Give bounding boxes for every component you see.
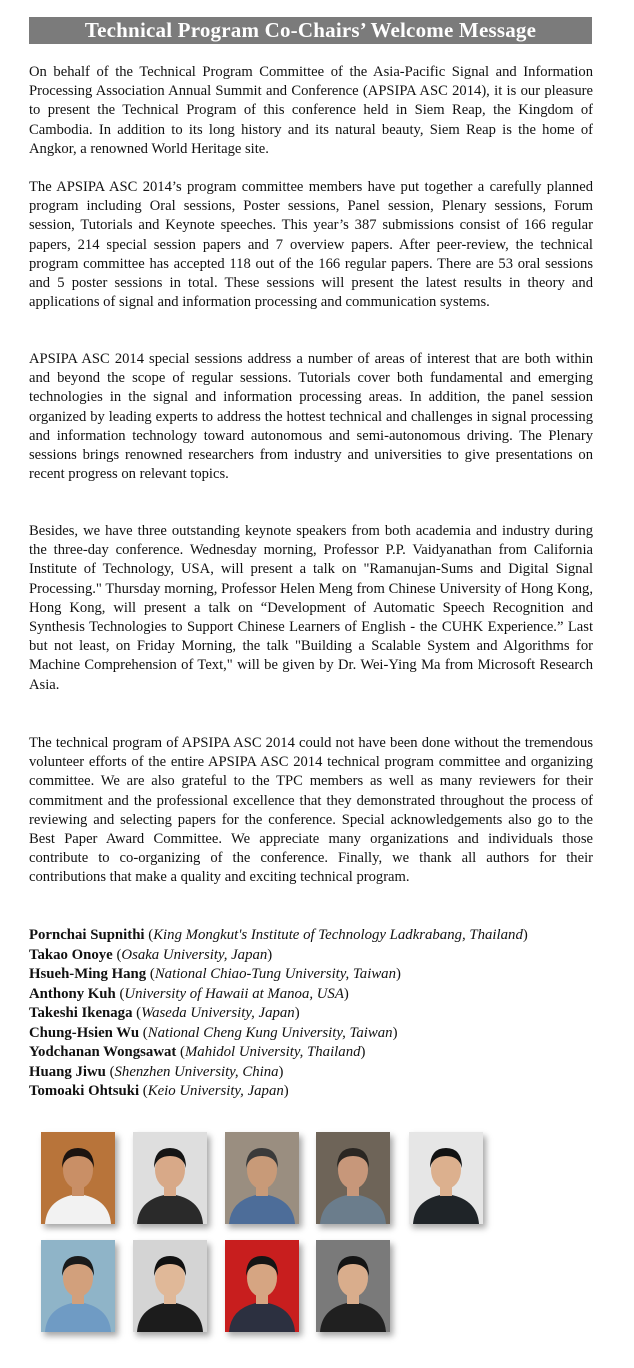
portrait-photo: [41, 1240, 115, 1332]
paragraph-acknowledgements: The technical program of APSIPA ASC 2014 could not have been done without the tremendous volunteer efforts of the entire APSIPA ASC 2014 technical program committee and organizing committee. We are also grateful to the TPC members as well as many reviewers for their commitment and the professional excellence that they demonstrated throughout the process of reviewing and selecting papers for the conference. Special acknowledgements also go to the Best Paper Award Committee. We appreciate many organizations and individuals those contribute to co-organizing of the conference. Finally, we thank all authors for their contributions that make a quality and exciting technical program.: [29, 735, 593, 886]
paragraph-special-sessions: APSIPA ASC 2014 special sessions address a number of areas of interest that are both within and beyond the scope of regular sessions. Tutorials cover both fundamental and emerging technologies in the signal and information processing areas. In addition, the panel session organized by leading experts to address the hottest technical and challenges in signal processing and information technology toward autonomous and semi-autonomous driving. The Plenary sessions brings renowned researchers from industry and universities to give presentations on recent progress on relevant topics.: [29, 351, 593, 483]
co-chairs-list: [29, 926, 609, 1102]
chair-affiliation: King Mongkut's Institute of Technology Ladkrabang, Thailand: [153, 927, 523, 943]
chair-affiliation: Keio University, Japan: [147, 1083, 284, 1099]
page-title: Technical Program Co-Chairs’ Welcome Message: [29, 17, 592, 44]
chair-affiliation: Shenzhen University, China: [114, 1063, 279, 1080]
chair-name: Yodchanan Wongsawat: [29, 1044, 177, 1060]
chair-name: Takeshi Ikenaga: [29, 1005, 133, 1021]
chair-name: Anthony Kuh: [29, 985, 116, 1002]
chair-entry: Chung-Hsien Wu (National Cheng Kung University, Taiwan): [29, 1024, 398, 1041]
chair-affiliation: Osaka University, Japan: [121, 946, 268, 963]
chair-entry: Anthony Kuh (University of Hawaii at Manoa, USA): [29, 985, 349, 1002]
chair-name: Hsueh-Ming Hang: [29, 966, 147, 982]
chair-entry: Huang Jiwu (Shenzhen University, China): [29, 1063, 284, 1080]
chair-name: Chung-Hsien Wu: [29, 1024, 140, 1041]
portrait-photo: [316, 1240, 390, 1332]
chair-affiliation: National Chiao-Tung University, Taiwan: [154, 966, 396, 982]
paragraph-intro: On behalf of the Technical Program Committee of the Asia-Pacific Signal and Information Processing Association Annual Summit and Conference (APSIPA ASC 2014), it is our pleasure to present the Technical Program of this conference held in Siem Reap, the Kingdom of Cambodia. In addition to its long history and its natural beauty, Siem Reap is the home of Angkor, a renowned World Heritage site.: [29, 64, 593, 157]
chair-entry: Pornchai Supnithi (King Mongkut's Institute of Technology Ladkrabang, Thailand): [29, 927, 528, 943]
paragraph-program: The APSIPA ASC 2014’s program committee members have put together a carefully planned program including Oral sessions, Poster sessions, Panel session, Plenary sessions, Forum session, Tutorials and Keynote speeches. This year’s 387 submissions consist of 166 regular papers, 214 special session papers and 7 overview papers. After peer-review, the technical program committee has accepted 118 out of the 166 regular papers. There are 53 oral sessions and 5 poster sessions in total. These sessions will present the latest results in theory and applications of signal and information processing and communication systems.: [29, 179, 593, 311]
chair-entry: Tomoaki Ohtsuki (Keio University, Japan): [29, 1083, 289, 1099]
chair-entry: Takao Onoye (Osaka University, Japan): [29, 946, 273, 963]
portrait-photo: [225, 1240, 299, 1332]
portrait-photo: [41, 1132, 115, 1224]
chair-name: Takao Onoye: [29, 946, 113, 963]
portrait-photo: [409, 1132, 483, 1224]
portrait-photo: [225, 1132, 299, 1224]
portrait-photo: [316, 1132, 390, 1224]
chair-entry: Takeshi Ikenaga (Waseda University, Japan): [29, 1005, 300, 1021]
chair-affiliation: National Cheng Kung University, Taiwan: [147, 1024, 393, 1041]
chair-name: Tomoaki Ohtsuki: [29, 1083, 140, 1099]
portrait-photo: [133, 1240, 207, 1332]
chair-name: Huang Jiwu: [29, 1063, 106, 1080]
chair-affiliation: University of Hawaii at Manoa, USA: [124, 985, 344, 1002]
chair-entry: Yodchanan Wongsawat (Mahidol University, Thailand): [29, 1044, 366, 1060]
chair-affiliation: Waseda University, Japan: [141, 1005, 295, 1021]
paragraph-keynotes: Besides, we have three outstanding keynote speakers from both academia and industry during the three-day conference. Wednesday morning, Professor P.P. Vaidyanathan from California Institute of Technology, USA, will present a talk on "Ramanujan-Sums and Digital Signal Processing." Thursday morning, Professor Helen Meng from Chinese University of Hong Kong, Hong Kong, will present a talk on “Development of Automatic Speech Recognition and Synthesis Technologies to Support Chinese Learners of English - the CUHK Experience.” Last but not least, on Friday Morning, the talk "Building a Scalable System and Algorithms for Machine Comprehension of Text," will be given by Dr. Wei-Ying Ma from Microsoft Research Asia.: [29, 523, 593, 693]
chair-entry: Hsueh-Ming Hang (National Chiao-Tung University, Taiwan): [29, 966, 401, 982]
chair-name: Pornchai Supnithi: [29, 927, 145, 943]
chair-affiliation: Mahidol University, Thailand: [184, 1044, 361, 1060]
portrait-photo: [133, 1132, 207, 1224]
